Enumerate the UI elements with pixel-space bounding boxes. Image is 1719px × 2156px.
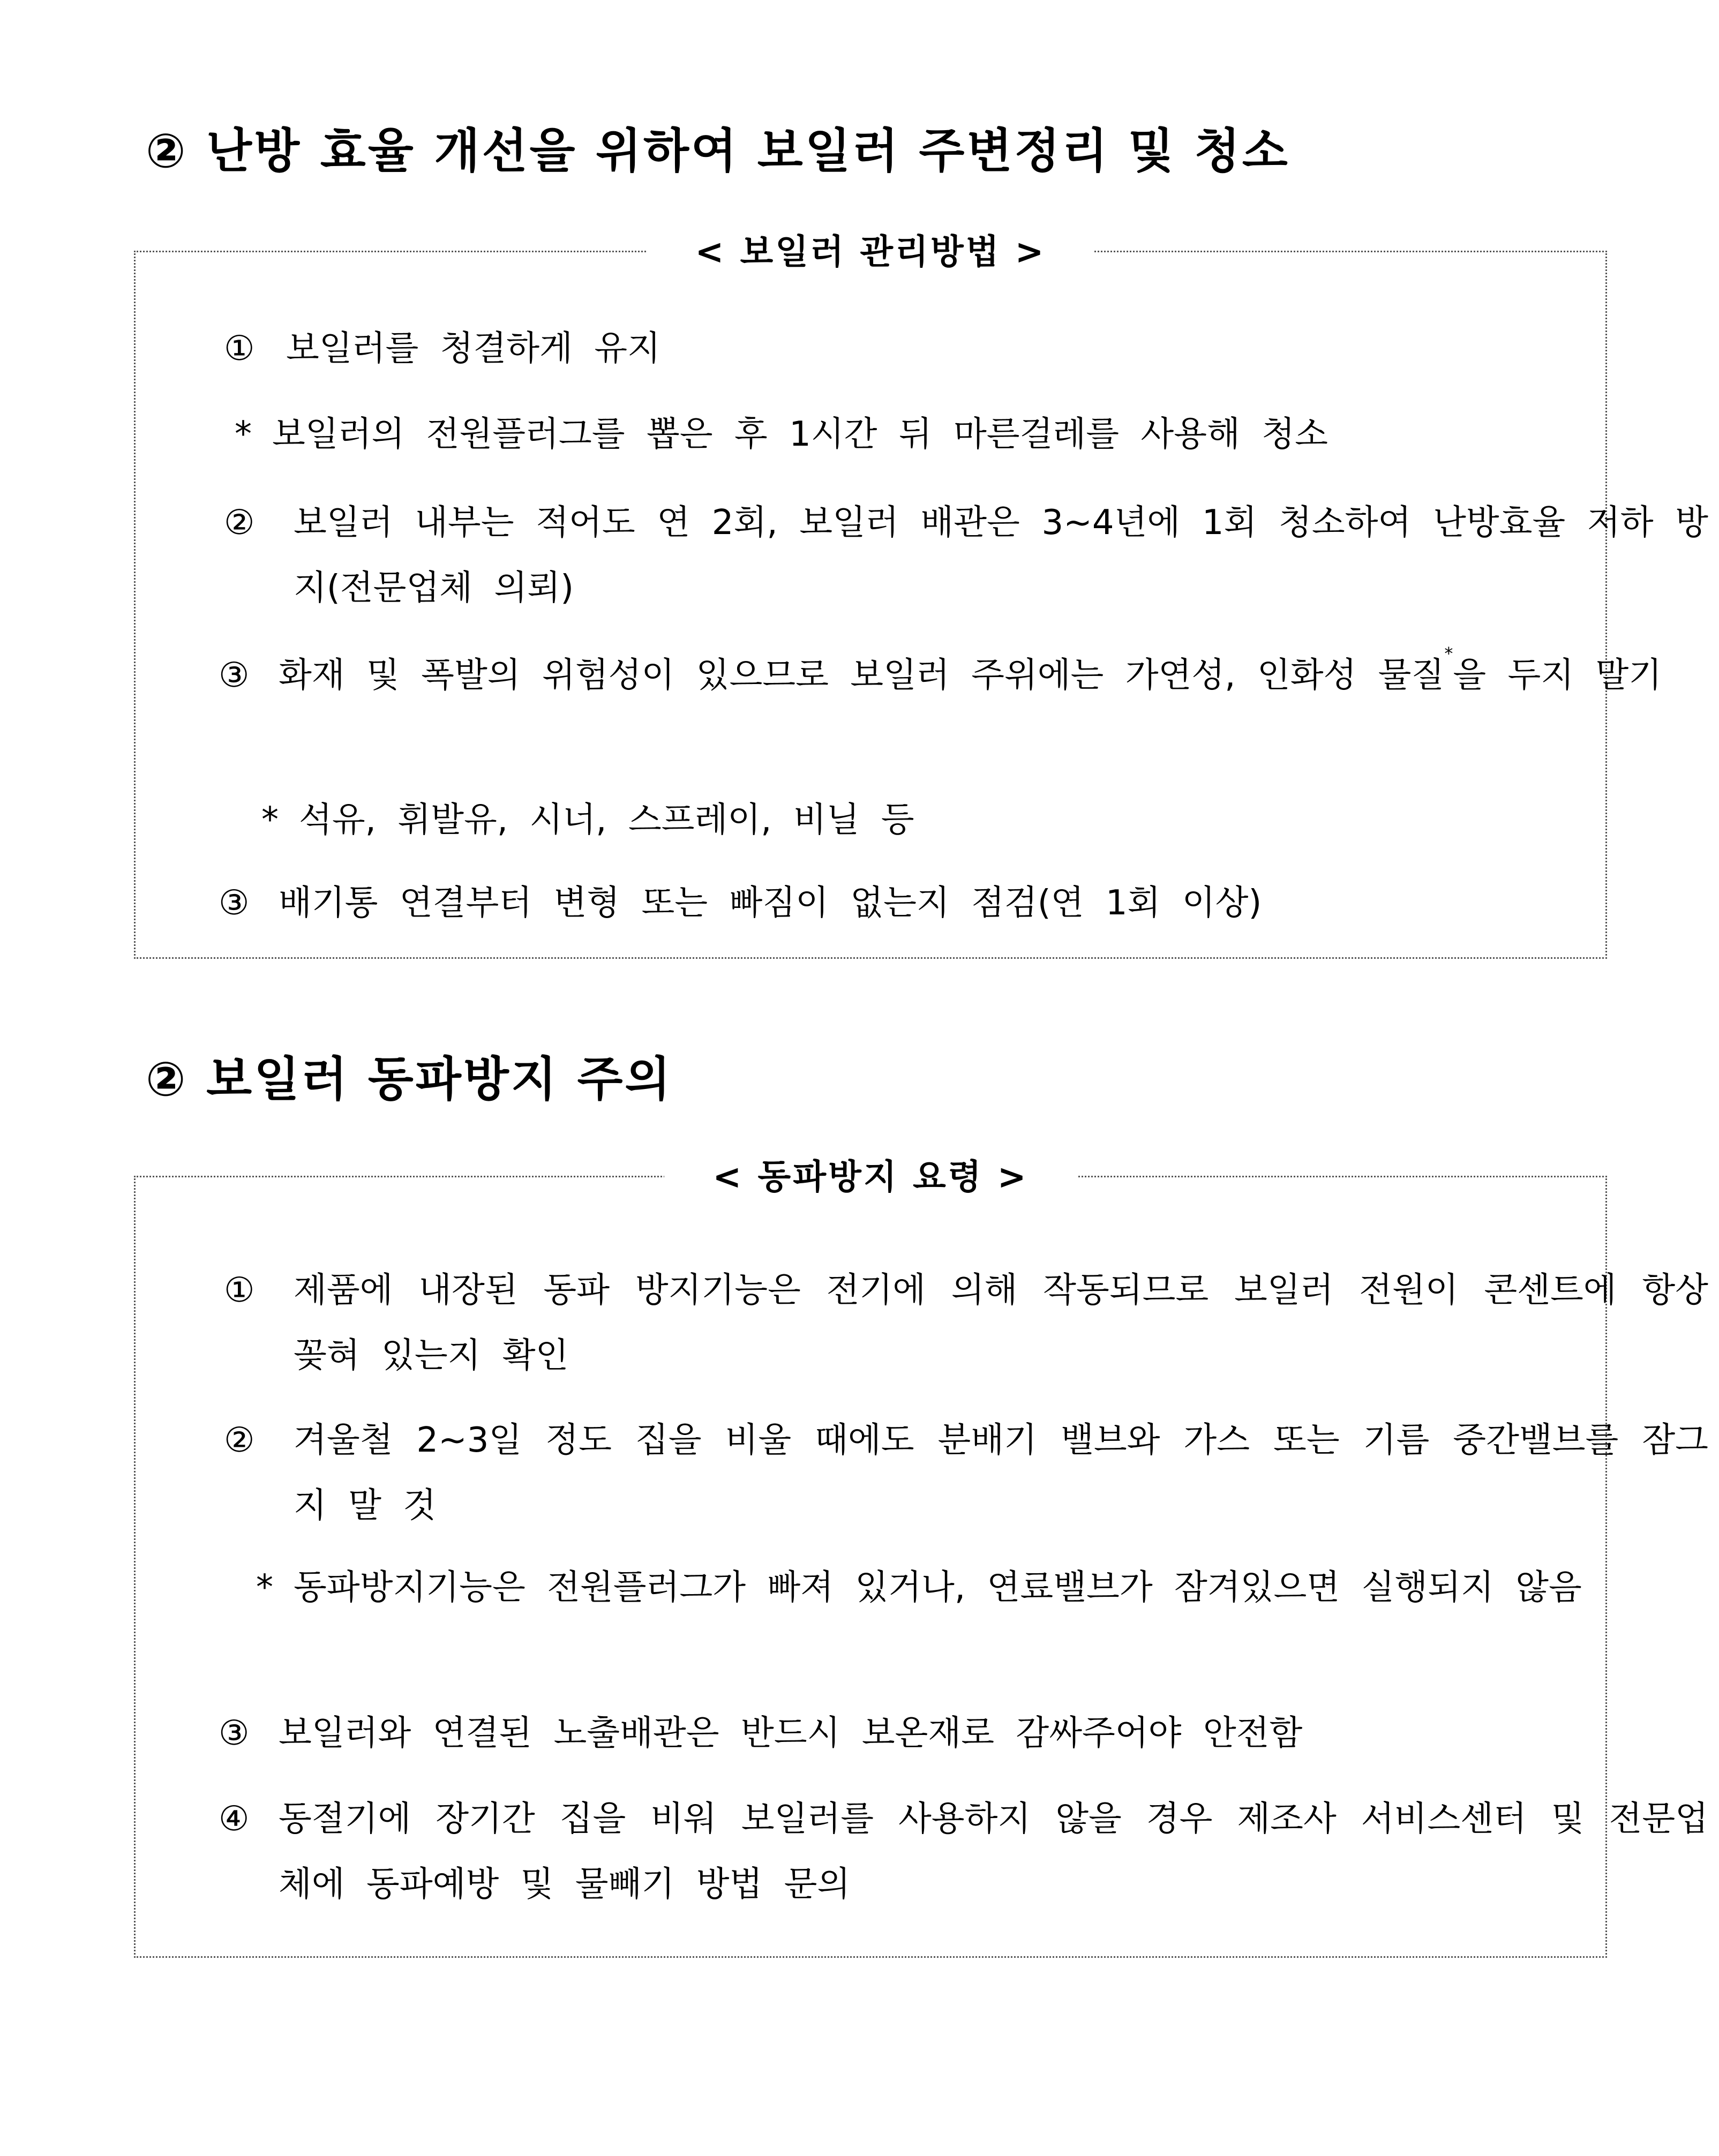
freeze-prevention-box-title: [136, 1152, 1605, 1203]
list-item: ④ 동절기에 장기간 집을 비워 보일러를 사용하지 않을 경우 제조사 서비스센터 및 전문업체에 동파예방 및 물빼기 방법 문의: [219, 1799, 1708, 1904]
list-item: * 석유, 휘발유, 시너, 스프레이, 비닐 등: [261, 800, 914, 840]
section2-heading: ② 보일러 동파방지 주의: [146, 1051, 673, 1107]
list-item: ① 보일러를 청결하게 유지: [224, 329, 660, 369]
list-item: ③ 배기통 연결부터 변형 또는 빠짐이 없는지 점검(연 1회 이상): [219, 883, 1262, 923]
boiler-management-box-title: [136, 227, 1605, 278]
list-item: ③ 화재 및 폭발의 위험성이 있으므로 보일러 주위에는 가연성, 인화성 물질*을 두지 말기: [219, 643, 1662, 695]
list-item: ② 겨울철 2~3일 정도 집을 비울 때에도 분배기 밸브와 가스 또는 기름 중간밸브를 잠그지 말 것: [224, 1421, 1708, 1526]
list-item: ② 보일러 내부는 적어도 연 2회, 보일러 배관은 3~4년에 1회 청소하여 난방효율 저하 방지(전문업체 의뢰): [224, 503, 1708, 608]
list-item: * 동파방지기능은 전원플러그가 빠져 있거나, 연료밸브가 잠겨있으면 실행되지 않음: [256, 1568, 1582, 1607]
list-item: ① 제품에 내장된 동파 방지기능은 전기에 의해 작동되므로 보일러 전원이 콘센트에 항상 꽂혀 있는지 확인: [224, 1271, 1708, 1376]
box-title-text: < 보일러 관리방법 >: [647, 227, 1094, 278]
section1-heading: ② 난방 효율 개선을 위하여 보일러 주변정리 및 청소: [146, 123, 1290, 178]
list-item: ③ 보일러와 연결된 노출배관은 반드시 보온재로 감싸주어야 안전함: [219, 1714, 1303, 1753]
box-title-text: < 동파방지 요령 >: [664, 1152, 1076, 1203]
list-item: * 보일러의 전원플러그를 뽑은 후 1시간 뒤 마른걸레를 사용해 청소: [235, 415, 1328, 454]
